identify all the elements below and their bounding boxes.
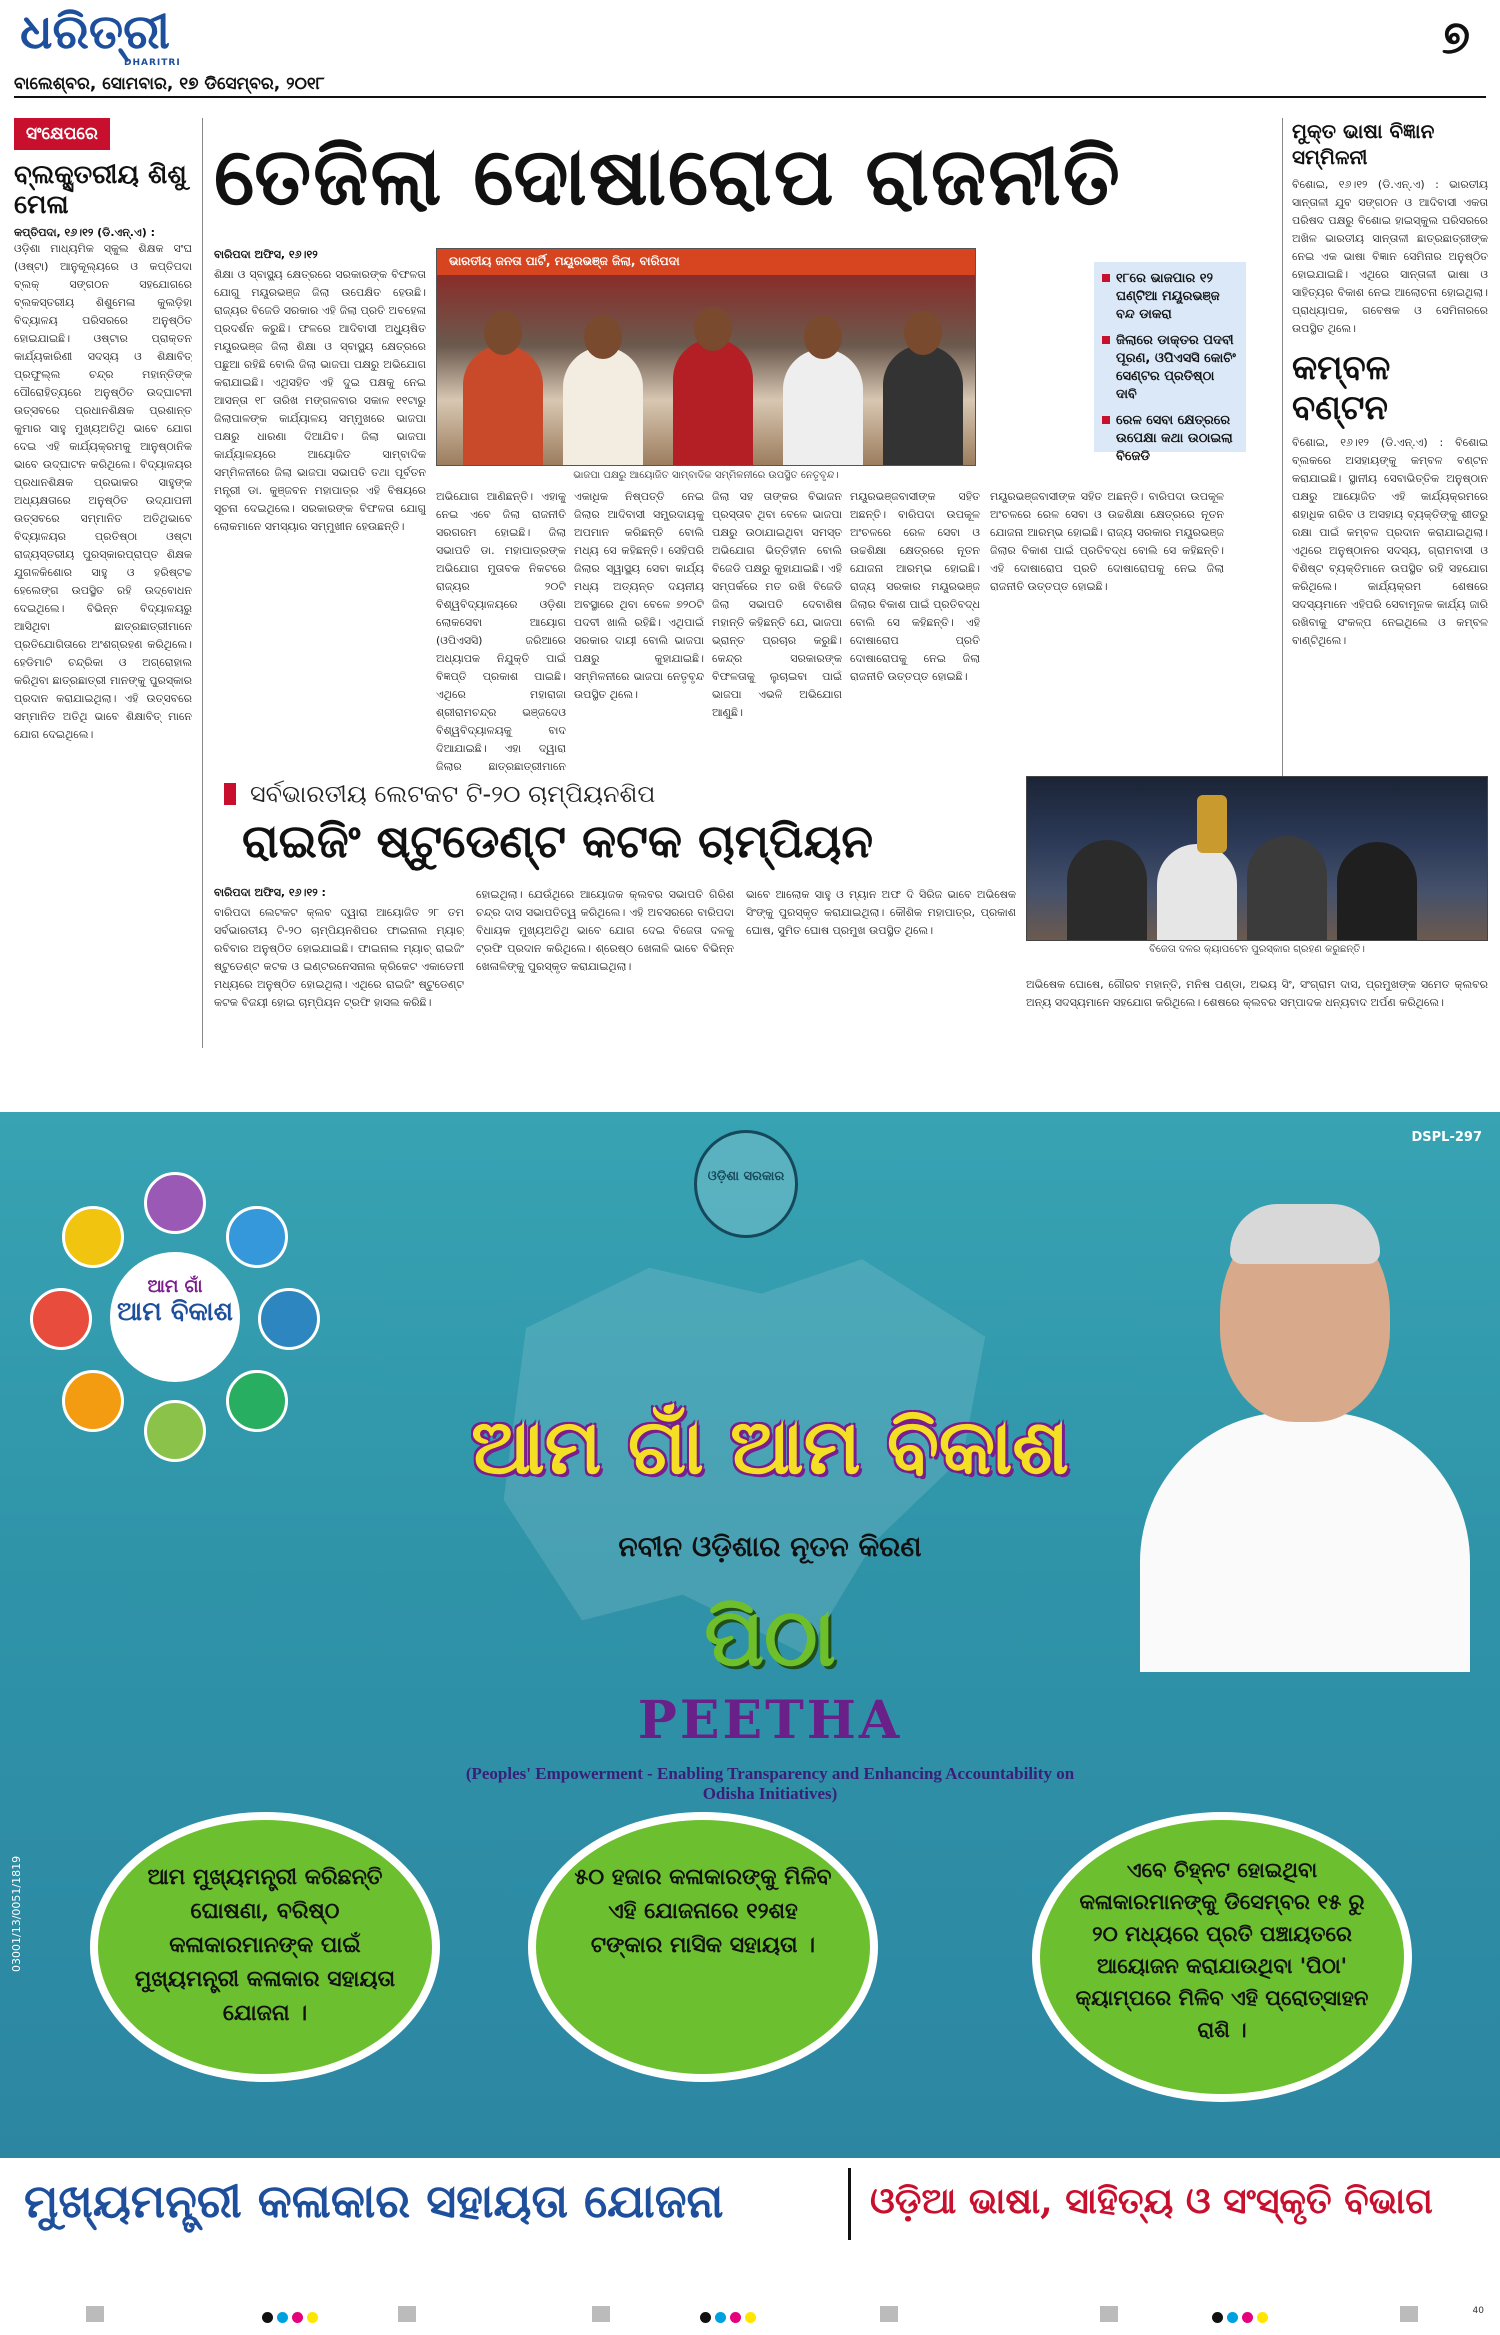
grey-swatch bbox=[398, 2306, 416, 2322]
main-text-col-4: ଜିଲା ସହ ତାଙ୍କର ବିଭାଜନ ପ୍ରସ୍ତାବ ଥିବା ବେଳେ ଭାଜପା ପକ୍ଷରୁ ଉଠାଯାଇଥିବା ସମସ୍ତ ଅଭିଯୋଗ ଭିତ୍ତିହୀନ ବୋଲି ବିଜେଡି ପକ୍ଷରୁ କୁହାଯାଇଛି। ଏହି ସମ୍ପର୍କରେ ମତ ରଖି ବିଜେଡି ଜିଲା ସଭାପତି ଦେବାଶିଷ ମହାନ୍ତି କହିଛନ୍ତି ଯେ, ଭାଜପା ଭ୍ରାନ୍ତ ପ୍ରଚାର କରୁଛି। କେନ୍ଦ୍ର ସରକାରଙ୍କ ବିଫଳତାକୁ ଲୁଚାଇବା ପାଇଁ ଭାଜପା ଏଭଳି ଅଭିଯୋଗ ଆଣୁଛି। bbox=[712, 490, 842, 719]
dharitri-logo bbox=[20, 6, 250, 66]
grey-swatch bbox=[1400, 2306, 1418, 2322]
cyan-dot bbox=[1227, 2312, 1238, 2323]
petal-icon bbox=[62, 1206, 124, 1268]
right-body-1: ବିଶୋଇ, ୧୬।୧୨ (ଡି.ଏନ୍.ଏ) : ଭାରତୀୟ ସାନ୍ତାଳୀ ଯୁବ ସଙ୍ଗଠନ ଓ ଆଦିବାସୀ ଏକତା ପରିଷଦ ପକ୍ଷରୁ ବିଶୋଇ ହାଇସ୍କୁଲ ପରିସରରେ ଅଖିଳ ଭାରତୀୟ ସାନ୍ତାଳୀ ଛାତ୍ରଛାତ୍ରୀଙ୍କ ନେଇ ଏକ ଭାଷା ବିଜ୍ଞାନ ସେମିନାର ଅନୁଷ୍ଠିତ ହୋଇଯାଇଛି। ଏଥିରେ ସାନ୍ତାଳୀ ଭାଷା ଓ ସାହିତ୍ୟର ବିକାଶ ନେଇ ଆଲୋଚନା ହୋଇଥିଲା। ପ୍ରାଧ୍ୟାପକ, ଗବେଷକ ଓ ସେମିନାରରେ ଉପସ୍ଥିତ ଥିଲେ। bbox=[1292, 178, 1488, 335]
logo-center bbox=[110, 1252, 240, 1382]
petal-icon bbox=[144, 1400, 206, 1462]
grey-swatch bbox=[1100, 2306, 1118, 2322]
t20-text-col-1: ବାରିପଦା ଲେଟକଟ କ୍ଲବ ଦ୍ୱାରା ଆୟୋଜିତ ୨୮ ତମ ସର୍ବଭାରତୀୟ ଟି-୨୦ ଚାମ୍ପିୟନଶିପର ଫାଇନାଲ ମ୍ୟାଚ୍ ରବିବାର ଅନୁଷ୍ଠିତ ହୋଇଯାଇଛି। ଫାଇନାଲ ମ୍ୟାଚ୍ ରାଇଜିଂ ଷ୍ଟୁଡେଣ୍ଟ କଟକ ଓ ଇଣ୍ଟରନେସନାଲ କ୍ରିକେଟ ଏକାଡେମୀ ମଧ୍ୟରେ ଅନୁଷ୍ଠିତ ହୋଇଥିଲା। ଏଥିରେ ରାଇଜିଂ ଷ୍ଟୁଡେଣ୍ଟ କଟକ ବିଜୟୀ ହୋଇ ଚାମ୍ପିୟନ ଟ୍ରଫି ହାସଲ କରିଛି। bbox=[214, 906, 464, 1009]
scheme-name: ମୁଖ୍ୟମନ୍ତ୍ରୀ କଳାକାର ସହାୟତା ଯୋଜନା bbox=[24, 2174, 724, 2228]
info-circle-1: ଆମ ମୁଖ୍ୟମନ୍ତ୍ରୀ କରିଛନ୍ତି ଘୋଷଣା, ବରିଷ୍ଠ କଳାକାରମାନଙ୍କ ପାଇଁ ମୁଖ୍ୟମନ୍ତ୍ରୀ କଳାକାର ସହାୟତା ଯୋଜନା । bbox=[90, 1812, 440, 2082]
trophy-icon bbox=[1197, 795, 1227, 853]
main-text-col-5: ମୟୂରଭଞ୍ଜବାସୀଙ୍କ ସହିତ ଅଛନ୍ତି। ବାରିପଦା ଉପକୂଳ ଅଂଚଳରେ ରେଳ ସେବା ଓ ଉଚ୍ଚଶିକ୍ଷା କ୍ଷେତ୍ରରେ ନୂତନ ଯୋଜନା ଆରମ୍ଭ ହୋଇଛି। ରାଜ୍ୟ ସରକାର ମୟୂରଭଞ୍ଜ ଜିଲାର ବିକାଶ ପାଇଁ ପ୍ରତିବଦ୍ଧ ବୋଲି ସେ କହିଛନ୍ତି। ଏହି ଦୋଷାରୋପ ପ୍ରତି ଦୋଷାରୋପକୁ ନେଇ ଜିଲା ରାଜନୀତି ଉତ୍ତପ୍ତ ହୋଇଛି। bbox=[850, 490, 980, 683]
ad-subtitle: ନବୀନ ଓଡ଼ିଶାର ନୂତନ କିରଣ bbox=[618, 1530, 922, 1563]
person-head bbox=[584, 315, 622, 359]
masthead-rule bbox=[14, 96, 1486, 98]
yellow-dot bbox=[307, 2312, 318, 2323]
pitha-title: ପିଠା bbox=[704, 1590, 836, 1684]
person-figure bbox=[1247, 836, 1327, 940]
petal-icon bbox=[30, 1288, 92, 1350]
info-circle-3: ଏବେ ଚିହ୍ନଟ ହୋଇଥିବା କଳାକାରମାନଙ୍କୁ ଡିସେମ୍ବର ୧୫ ରୁ ୨୦ ମଧ୍ୟରେ ପ୍ରତି ପଞ୍ଚାୟତରେ ଆୟୋଜନ କରାଯାଉଥିବା 'ପିଠା' କ୍ୟାମ୍ପରେ ମିଳିବ ଏହି ପ୍ରୋତ୍ସାହନ ରାଶି । bbox=[1032, 1812, 1412, 2102]
odisha-emblem-icon bbox=[694, 1130, 798, 1238]
page-number: ୭ bbox=[1441, 10, 1470, 64]
cmyk-dots bbox=[700, 2308, 760, 2322]
petal-icon bbox=[144, 1172, 206, 1234]
person-figure bbox=[1337, 842, 1417, 940]
petal-icon bbox=[226, 1206, 288, 1268]
main-story bbox=[214, 248, 1224, 778]
main-text-col-3: ଏକାଧିକ ନିଷ୍ପତ୍ତି ନେଇ ଜିଲାର ଆଦିବାସୀ ସମ୍ପ୍ରଦାୟକୁ ଅପମାନ କରିଛନ୍ତି ବୋଲି ମଧ୍ୟ ସେ କହିଛନ୍ତି। ସେହିପରି ଜିଲାର ସ୍ୱାସ୍ଥ୍ୟ ସେବା କାର୍ଯ୍ୟ ମଧ୍ୟ ଅତ୍ୟନ୍ତ ଦୟନୀୟ ଅବସ୍ଥାରେ ଥିବା ବେଳେ ୭୨୦ଟି ପଦବୀ ଖାଲି ରହିଛି। ଏଥିପାଇଁ ସରକାର ଦାୟୀ ବୋଲି ଭାଜପା ପକ୍ଷରୁ କୁହାଯାଇଛି। ସମ୍ମିଳନୀରେ ଭାଜପା ନେତୃବୃନ୍ଦ ଉପସ୍ଥିତ ଥିଲେ। bbox=[574, 490, 704, 701]
photo-banner: ଭାରତୀୟ ଜନତା ପାର୍ଟି, ମୟୂରଭଞ୍ଜ ଜିଲା, ବାରିପଦା bbox=[437, 249, 975, 275]
ad-footer-band bbox=[0, 2158, 1500, 2252]
person-figure bbox=[1067, 840, 1147, 940]
ad-code: DSPL-297 bbox=[1411, 1130, 1482, 1145]
right-body-2: ବିଶୋଇ, ୧୬।୧୨ (ଡି.ଏନ୍.ଏ) : ବିଶୋଇ ବ୍ଲକରେ ଅସହାୟଙ୍କୁ କମ୍ବଳ ବଣ୍ଟନ କରାଯାଇଛି। ସ୍ଥାନୀୟ ସେବାଭିତ୍ତିକ ଅନୁଷ୍ଠାନ ପକ୍ଷରୁ ଆୟୋଜିତ ଏହି କାର୍ଯ୍ୟକ୍ରମରେ ଶହାଧିକ ଗରିବ ଓ ଅସହାୟ ବ୍ୟକ୍ତିଙ୍କୁ ଶୀତରୁ ରକ୍ଷା ପାଇଁ କମ୍ବଳ ପ୍ରଦାନ କରାଯାଇଥିଲା। ଏଥିରେ ଅନୁଷ୍ଠାନର ସଦସ୍ୟ, ଗ୍ରାମବାସୀ ଓ ବିଶିଷ୍ଟ ବ୍ୟକ୍ତିମାନେ ଉପସ୍ଥିତ ରହି ସହଯୋଗ କରିଥିଲେ। କାର୍ଯ୍ୟକ୍ରମ ଶେଷରେ ସଦସ୍ୟମାନେ ଏହିପରି ସେବାମୂଳକ କାର୍ଯ୍ୟ ଜାରି ରଖିବାକୁ ସଂକଳ୍ପ ନେଇଥିଲେ ଓ କମ୍ବଳ ବାଣ୍ଟିଥିଲେ। bbox=[1292, 436, 1488, 647]
person-figure bbox=[783, 349, 863, 465]
person-figure bbox=[673, 339, 753, 465]
department-name: ଓଡ଼ିଆ ଭାଷା, ସାହିତ୍ୟ ଓ ସଂସ୍କୃତି ବିଭାଗ bbox=[870, 2180, 1433, 2222]
print-registration-marks bbox=[0, 2300, 1500, 2335]
grey-swatch bbox=[86, 2306, 104, 2322]
person-figure bbox=[1157, 844, 1237, 940]
main-text-col-6: ମୟୂରଭଞ୍ଜବାସୀଙ୍କ ସହିତ ଅଛନ୍ତି। ବାରିପଦା ଉପକୂଳ ଅଂଚଳରେ ରେଳ ସେବା ଓ ଉଚ୍ଚଶିକ୍ଷା କ୍ଷେତ୍ରରେ ନୂତନ ଯୋଜନା ଆରମ୍ଭ ହୋଇଛି। ରାଜ୍ୟ ସରକାର ମୟୂରଭଞ୍ଜ ଜିଲାର ବିକାଶ ପାଇଁ ପ୍ରତିବଦ୍ଧ ବୋଲି ସେ କହିଛନ୍ତି। ଏହି ଦୋଷାରୋପ ପ୍ରତି ଦୋଷାରୋପକୁ ନେଇ ଜିଲା ରାଜନୀତି ଉତ୍ତପ୍ତ ହୋଇଛି। bbox=[990, 490, 1224, 593]
yellow-dot bbox=[1257, 2312, 1268, 2323]
t20-dateline: ବାରିପଦା ଅଫିସ, ୧୬।୧୨ : bbox=[214, 886, 326, 899]
trophy-photo bbox=[1026, 776, 1488, 941]
t20-photo-caption: ବିଜେତା ଦଳର କ୍ୟାପଟେନ ପୁରସ୍କାର ଗ୍ରହଣ କରୁଛନ୍ତି। bbox=[1149, 944, 1365, 955]
right-headline-2: କମ୍ବଳ ବଣ୍ଟନ bbox=[1292, 348, 1391, 428]
peetha-title: PEETHA bbox=[637, 1690, 903, 1751]
briefs-badge: ସଂକ୍ଷେପରେ bbox=[14, 118, 110, 150]
petal-icon bbox=[62, 1370, 124, 1432]
cyan-dot bbox=[715, 2312, 726, 2323]
column-divider bbox=[1282, 118, 1283, 808]
person-head bbox=[484, 311, 522, 355]
highlights-box bbox=[1094, 262, 1246, 464]
grey-swatch bbox=[880, 2306, 898, 2322]
yellow-dot bbox=[745, 2312, 756, 2323]
logo-line-2: ଆମ ବିକାଶ bbox=[117, 1297, 233, 1327]
info-circle-2: ୫୦ ହଜାର କଳାକାରଙ୍କୁ ମିଳିବ ଏହି ଯୋଜନାରେ ୧୨ଶହ ଟଙ୍କାର ମାସିକ ସହାୟତା । bbox=[528, 1812, 878, 2082]
logo-line-1: ଆମ ଗାଁ bbox=[147, 1276, 203, 1297]
cyan-dot bbox=[277, 2312, 288, 2323]
highlight-item: ୧୮ରେ ଭାଜପାର ୧୨ ଘଣ୍ଟିଆ ମୟୂରଭଞ୍ଜ ବନ୍ଦ ଡାକରା bbox=[1102, 270, 1238, 324]
right-column bbox=[1292, 118, 1488, 808]
t20-story bbox=[214, 776, 1488, 1076]
emblem-text: ଓଡ଼ିଶା ସରକାର bbox=[707, 1169, 785, 1184]
brief-headline: ବ୍ଲକ୍ସ୍ତରୀୟ ଶିଶୁ ମେଳା bbox=[14, 160, 187, 220]
person-head bbox=[804, 315, 842, 359]
chief-minister-portrait bbox=[1140, 1182, 1470, 1672]
highlight-item: ରେଳ ସେବା କ୍ଷେତ୍ରରେ ଉପେକ୍ଷା କଥା ଉଠାଇଲା ବିଜେଡି bbox=[1102, 412, 1238, 466]
black-dot bbox=[700, 2312, 711, 2323]
person-head bbox=[904, 311, 942, 355]
t20-headline: ରାଇଜିଂ ଷ୍ଟୁଡେଣ୍ଟ କଟକ ଚାମ୍ପିୟନ bbox=[242, 814, 874, 868]
black-dot bbox=[1212, 2312, 1223, 2323]
logo-text: ଧରିତ୍ରୀ bbox=[20, 4, 170, 60]
t20-kicker: ସର୍ବଭାରତୀୟ ଲେଟକଟ ଟି-୨୦ ଚାମ୍ପିୟନଶିପ bbox=[224, 780, 655, 808]
ama-gaon-logo bbox=[30, 1172, 320, 1462]
footer-divider bbox=[848, 2168, 851, 2240]
portrait-hair bbox=[1230, 1204, 1380, 1264]
magenta-dot bbox=[730, 2312, 741, 2323]
footer-page-code: 40 bbox=[1472, 2306, 1484, 2316]
brief-dateline: କପ୍ତିପଦା, ୧୬।୧୨ (ଡି.ଏନ୍.ଏ) : bbox=[14, 226, 155, 239]
magenta-dot bbox=[292, 2312, 303, 2323]
logo-subtext: DHARITRI bbox=[124, 58, 181, 68]
ad-title: ଆମ ଗାଁ ଆମ ବିକାଶ bbox=[471, 1402, 1069, 1491]
main-headline: ତେଜିଲା ଦୋଷାରୋପ ରାଜନୀତି bbox=[214, 129, 1122, 223]
main-dateline: ବାରିପଦା ଅଫିସ, ୧୬।୧୨ bbox=[214, 248, 318, 261]
t20-text-col-3: ଭାବେ ଆଲୋକ ସାହୁ ଓ ମ୍ୟାନ ଅଫ ଦି ସିରିଜ ଭାବେ ଅଭିଷେକ ସିଂଙ୍କୁ ପୁରସ୍କୃତ କରାଯାଇଥିଲା। କୌଶିକ ମହାପାତ୍ର, ପ୍ରକାଶ ଘୋଷ, ସୁମିତ ଘୋଷ ପ୍ରମୁଖ ଉପସ୍ଥିତ ଥିଲେ। bbox=[746, 888, 1016, 937]
portrait-body bbox=[1140, 1412, 1470, 1672]
petal-icon bbox=[258, 1288, 320, 1350]
petal-icon bbox=[226, 1370, 288, 1432]
person-figure bbox=[563, 347, 643, 465]
photo-caption: ଭାଜପା ପକ୍ଷରୁ ଆୟୋଜିତ ସାମ୍ବାଦିକ ସମ୍ମିଳନୀରେ ଉପସ୍ଥିତ ନେତୃବୃନ୍ଦ। bbox=[573, 470, 839, 481]
black-dot bbox=[262, 2312, 273, 2323]
cmyk-dots bbox=[262, 2308, 322, 2322]
briefs-column bbox=[14, 118, 192, 1048]
grey-swatch bbox=[592, 2306, 610, 2322]
person-figure bbox=[883, 345, 963, 465]
t20-text-col-4: ଅଭିଷେକ ଘୋଷେ, ଗୌରବ ମହାନ୍ତି, ମନିଷ ପଣ୍ଡା, ଅଭୟ ସିଂ, ସଂଗ୍ରାମ ଦାସ, ପ୍ରମୁଖଙ୍କ ସମେତ କ୍ଲବର ଅନ୍ୟ ସଦସ୍ୟମାନେ ସହଯୋଗ କରିଥିଲେ। ଶେଷରେ କ୍ଲବର ସମ୍ପାଦକ ଧନ୍ୟବାଦ ଅର୍ପଣ କରିଥିଲେ। bbox=[1026, 978, 1488, 1009]
brief-body: ଓଡ଼ିଶା ମାଧ୍ୟମିକ ସ୍କୁଲ ଶିକ୍ଷକ ସଂଘ (ଓଷ୍ଟା) ଆନୁକୂଲ୍ୟରେ ଓ କପ୍ତିପଦା ବ୍ଲକ୍ ସଙ୍ଗଠନ ସହଯୋଗରେ ବ୍ଲକସ୍ତରୀୟ ଶିଶୁମେଳା କୁଲଡ଼ିହା ବିଦ୍ୟାଳୟ ପରିସରରେ ଅନୁଷ୍ଠିତ ହୋଇଯାଇଛି। ଓଷ୍ଟାର ପ୍ରାକ୍ତନ କାର୍ଯ୍ୟକାରିଣୀ ସଦସ୍ୟ ଓ ଶିକ୍ଷାବିତ୍ ପ୍ରଫୁଲ୍ଲ ଚନ୍ଦ୍ର ମହାନ୍ତିଙ୍କ ପୌରୋହିତ୍ୟରେ ଅନୁଷ୍ଠିତ ଉଦ୍‌ଘାଟନୀ ଉତ୍ସବରେ ପ୍ରଧାନଶିକ୍ଷକ ପ୍ରଶାନ୍ତ କୁମାର ସାହୁ ମୁଖ୍ୟଅତିଥି ଭାବେ ଯୋଗ ଦେଇ ଏହି କାର୍ଯ୍ୟକ୍ରମକୁ ଆନୁଷ୍ଠାନିକ ଭାବେ ଉଦ୍‌ଘାଟନ କରିଥିଲେ। ବିଦ୍ୟାଳୟର ପ୍ରଧାନଶିକ୍ଷକ ପ୍ରଭାକର ସାହୁଙ୍କ ଅଧ୍ୟକ୍ଷତାରେ ଅନୁଷ୍ଠିତ ଉଦ୍‌ଯାପନୀ ଉତ୍ସବରେ ସମ୍ମାନିତ ଅତିଥିଭାବେ ବିଦ୍ୟାଳୟର ପ୍ରତିଷ୍ଠା ଓଷ୍ଟା ରାଜ୍ୟସ୍ତରୀୟ ପୁରସ୍କାରପ୍ରାପ୍ତ ଶିକ୍ଷକ ଯୁଗଳକିଶୋର ସାହୁ ଓ ହରିଷ୍ଟଚ୍ଚ ହେଲେଙ୍ଗ ଉପସ୍ଥିତ ରହି ଉଦ୍‌ବୋଧନ ଦେଇଥିଲେ। ବିଭିନ୍ନ ବିଦ୍ୟାଳୟରୁ ଆସିଥିବା ଛାତ୍ରଛାତ୍ରୀମାନେ ପ୍ରତିଯୋଗିତାରେ ଅଂଶଗ୍ରହଣ କରିଥିଲେ। ହେଡିମାଟି ଚନ୍ଦ୍ରିକା ଓ ଅଗ୍ରୋହାଲ କରିଥିବା ଛାତ୍ରଛାତ୍ରୀ ମାନଙ୍କୁ ପୁରସ୍କାର ପ୍ରଦାନ କରାଯାଇଥିଲା। ଏହି ଉତ୍ସବରେ ସମ୍ମାନିତ ଅତିଥି ଭାବେ ଶିକ୍ଷାବିତ୍ ମାନେ ଯୋଗ ଦେଇଥିଲେ। bbox=[14, 242, 192, 741]
dateline: ବାଲେଶ୍ବର, ସୋମବାର, ୧୭ ଡିସେମ୍ବର, ୨୦୧୮ bbox=[14, 74, 325, 94]
magenta-dot bbox=[1242, 2312, 1253, 2323]
person-head bbox=[694, 307, 732, 351]
press-meet-photo bbox=[436, 248, 976, 466]
t20-text-col-2: ହୋଇଥିଲା। ଯେଉଁଥିରେ ଆୟୋଜକ କ୍ଲବର ସଭାପତି ଗିରିଶ ଚନ୍ଦ୍ର ଦାସ ସଭାପତିତ୍ୱ କରିଥିଲେ। ଏହି ଅବସରରେ ବାରିପଦା ବିଧାୟକ ମୁଖ୍ୟଅତିଥି ଭାବେ ଯୋଗ ଦେଇ ବିଜେତା ଦଳକୁ ଟ୍ରଫି ପ୍ରଦାନ କରିଥିଲେ। ଶ୍ରେଷ୍ଠ ଖେଳାଳି ଭାବେ ବିଭିନ୍ନ ଖେଳାଳିଙ୍କୁ ପୁରସ୍କୃତ କରାଯାଇଥିଲା। bbox=[476, 888, 734, 973]
right-headline-1: ମୁକ୍ତ ଭାଷା ବିଜ୍ଞାନ ସମ୍ମିଳନୀ bbox=[1292, 119, 1435, 169]
column-divider bbox=[202, 118, 203, 1048]
cmyk-dots bbox=[1212, 2308, 1272, 2322]
peetha-advertisement bbox=[0, 1112, 1500, 2160]
main-text-col-2: ଅଭିଯୋଗ ଆଣିଛନ୍ତି। ଏହାକୁ ନେଇ ଏବେ ଜିଲା ରାଜନୀତି ସରଗରମ ହୋଇଛି। ଜିଲା ସଭାପତି ଡା. ମହାପାତ୍ରଙ୍କ ଅଭିଯୋଗ ମୁତାବକ ନିକଟରେ ରାଜ୍ୟର ୨୦ଟି ବିଶ୍ୱବିଦ୍ୟାଳୟରେ ଓଡ଼ିଶା ଲୋକସେବା ଆୟୋଗ (ଓପିଏସସି) ଜରିଆରେ ଅଧ୍ୟାପକ ନିଯୁକ୍ତି ପାଇଁ ବିଜ୍ଞପ୍ତି ପ୍ରକାଶ ପାଇଛି। ଏଥିରେ ମହାରାଜା ଶ୍ରୀରାମଚନ୍ଦ୍ର ଭଞ୍ଜଦେଓ ବିଶ୍ୱବିଦ୍ୟାଳୟକୁ ବାଦ ଦିଆଯାଇଛି। ଏହା ଦ୍ୱାରା ଜିଲାର ଛାତ୍ରଛାତ୍ରୀମାନେ bbox=[436, 490, 566, 773]
peetha-expansion: (Peoples' Empowerment - Enabling Transparency and Enhancing Accountability on Odisha Initiatives) bbox=[465, 1764, 1075, 1803]
masthead bbox=[0, 0, 1500, 100]
person-figure bbox=[463, 345, 543, 465]
ad-side-code: 03001/13/0051/1819 bbox=[10, 1855, 23, 1972]
highlight-item: ଜିଲାରେ ଡାକ୍ତର ପଦବୀ ପୂରଣ, ଓପିଏସସି କୋଚିଂ ସେଣ୍ଟର ପ୍ରତିଷ୍ଠା ଦାବି bbox=[1102, 332, 1238, 404]
main-text-col-1: ଶିକ୍ଷା ଓ ସ୍ବାସ୍ଥ୍ୟ କ୍ଷେତ୍ରରେ ସରକାରଙ୍କ ବିଫଳତା ଯୋଗୁ ମୟୂରଭଞ୍ଜ ଜିଲା ଉପେକ୍ଷିତ ହେଉଛି। ରାଜ୍ୟର ବିଜେଡି ସରକାର ଏହି ଜିଲା ପ୍ରତି ଅବହେଳା ପ୍ରଦର୍ଶନ କରୁଛି। ଫଳରେ ଆଦିବାସୀ ଅଧ୍ୟୁଷିତ ମୟୂରଭଞ୍ଜ ଜିଲା ଶିକ୍ଷା ଓ ସ୍ବାସ୍ଥ୍ୟ କ୍ଷେତ୍ରରେ ପଛୁଆ ରହିଛି ବୋଲି ଜିଲା ଭାଜପା ପକ୍ଷରୁ ଅଭିଯୋଗ କରାଯାଇଛି। ଏଥିସହିତ ଏହି ଦୁଇ ପକ୍ଷକୁ ନେଇ ଆସନ୍ତା ୧୮ ତାରିଖ ମଙ୍ଗଳବାର ସକାଳ ୧୧ଟାରୁ ଜିଲାପାଳଙ୍କ କାର୍ଯ୍ୟାଳୟ ସମ୍ମୁଖରେ ଭାଜପା ପକ୍ଷରୁ ଧାରଣା ଦିଆଯିବ। ଜିଲା ଭାଜପା କାର୍ଯ୍ୟାଳୟରେ ଆୟୋଜିତ ସାମ୍ବାଦିକ ସମ୍ମିଳନୀରେ ଜିଲା ଭାଜପା ସଭାପତି ତଥା ପୂର୍ବତନ ମନ୍ତ୍ରୀ ଡା. କୁଞ୍ଜବନ ମହାପାତ୍ର ଏହି ବିଷୟରେ ସୂଚନା ଦେଇଥିଲେ। ସରକାରଙ୍କ ବିଫଳତା ଯୋଗୁ ଲୋକମାନେ ସମସ୍ୟାର ସମ୍ମୁଖୀନ ହେଉଛନ୍ତି। bbox=[214, 268, 426, 533]
